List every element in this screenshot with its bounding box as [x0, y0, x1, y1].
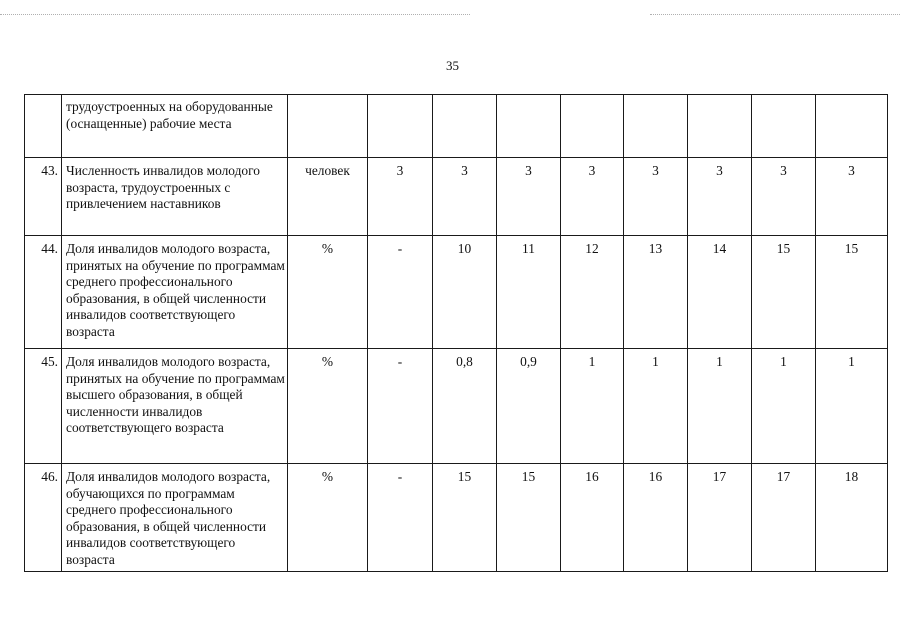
value-cell: 17	[688, 464, 752, 572]
value-cell: 1	[561, 349, 624, 464]
row-number: 43.	[25, 158, 62, 236]
page-number: 35	[446, 58, 459, 73]
value-cell: 3	[497, 158, 561, 236]
value-cell: 12	[561, 236, 624, 349]
value-cell: 15	[752, 236, 816, 349]
scan-edge-marks	[0, 10, 905, 20]
indicator-name: трудоустроенных на оборудованные (оснащенные) рабочие места	[62, 95, 288, 158]
row-number: 46.	[25, 464, 62, 572]
table-row	[25, 95, 888, 158]
row-number: 44.	[25, 236, 62, 349]
unit-of-measure: человек	[288, 158, 368, 236]
value-cell: 17	[752, 464, 816, 572]
value-cell: 3	[624, 158, 688, 236]
value-cell: 3	[561, 158, 624, 236]
value-cell: 1	[816, 349, 888, 464]
unit-of-measure: %	[288, 464, 368, 572]
row-number	[25, 95, 62, 158]
value-cell	[688, 95, 752, 158]
value-cell	[624, 95, 688, 158]
value-cell: 11	[497, 236, 561, 349]
indicator-name: Доля инвалидов молодого возраста, обучающихся по программам среднего профессионального образования, в общей численности инвалидов соответствующего возраста	[62, 464, 288, 572]
value-cell: 3	[433, 158, 497, 236]
value-cell: 3	[688, 158, 752, 236]
value-cell: 3	[752, 158, 816, 236]
indicator-name: Численность инвалидов молодого возраста, трудоустроенных с привлечением наставников	[62, 158, 288, 236]
value-cell: 15	[433, 464, 497, 572]
value-cell: 13	[624, 236, 688, 349]
unit-of-measure: %	[288, 236, 368, 349]
value-cell: 15	[497, 464, 561, 572]
value-cell: -	[368, 464, 433, 572]
value-cell: 0,9	[497, 349, 561, 464]
table-row	[25, 236, 888, 349]
value-cell: 1	[624, 349, 688, 464]
value-cell	[816, 95, 888, 158]
table-row	[25, 158, 888, 236]
value-cell: -	[368, 349, 433, 464]
value-cell	[497, 95, 561, 158]
value-cell: 0,8	[433, 349, 497, 464]
value-cell	[433, 95, 497, 158]
table-row	[25, 349, 888, 464]
value-cell: -	[368, 236, 433, 349]
row-number: 45.	[25, 349, 62, 464]
value-cell: 18	[816, 464, 888, 572]
value-cell	[561, 95, 624, 158]
value-cell: 3	[368, 158, 433, 236]
table-row	[25, 464, 888, 572]
value-cell: 16	[624, 464, 688, 572]
unit-of-measure	[288, 95, 368, 158]
unit-of-measure: %	[288, 349, 368, 464]
value-cell	[368, 95, 433, 158]
indicator-name: Доля инвалидов молодого возраста, принятых на обучение по программам среднего профессионального образования, в общей численности инвалидов соответствующего возраста	[62, 236, 288, 349]
value-cell: 10	[433, 236, 497, 349]
value-cell: 1	[688, 349, 752, 464]
value-cell: 15	[816, 236, 888, 349]
value-cell: 14	[688, 236, 752, 349]
value-cell: 3	[816, 158, 888, 236]
value-cell: 16	[561, 464, 624, 572]
scan-dotted-line	[0, 14, 470, 15]
indicator-table	[24, 94, 888, 572]
indicator-name: Доля инвалидов молодого возраста, принятых на обучение по программам высшего образования, в общей численности инвалидов соответствующего возраста	[62, 349, 288, 464]
value-cell	[752, 95, 816, 158]
value-cell: 1	[752, 349, 816, 464]
scan-dotted-line	[650, 14, 900, 15]
